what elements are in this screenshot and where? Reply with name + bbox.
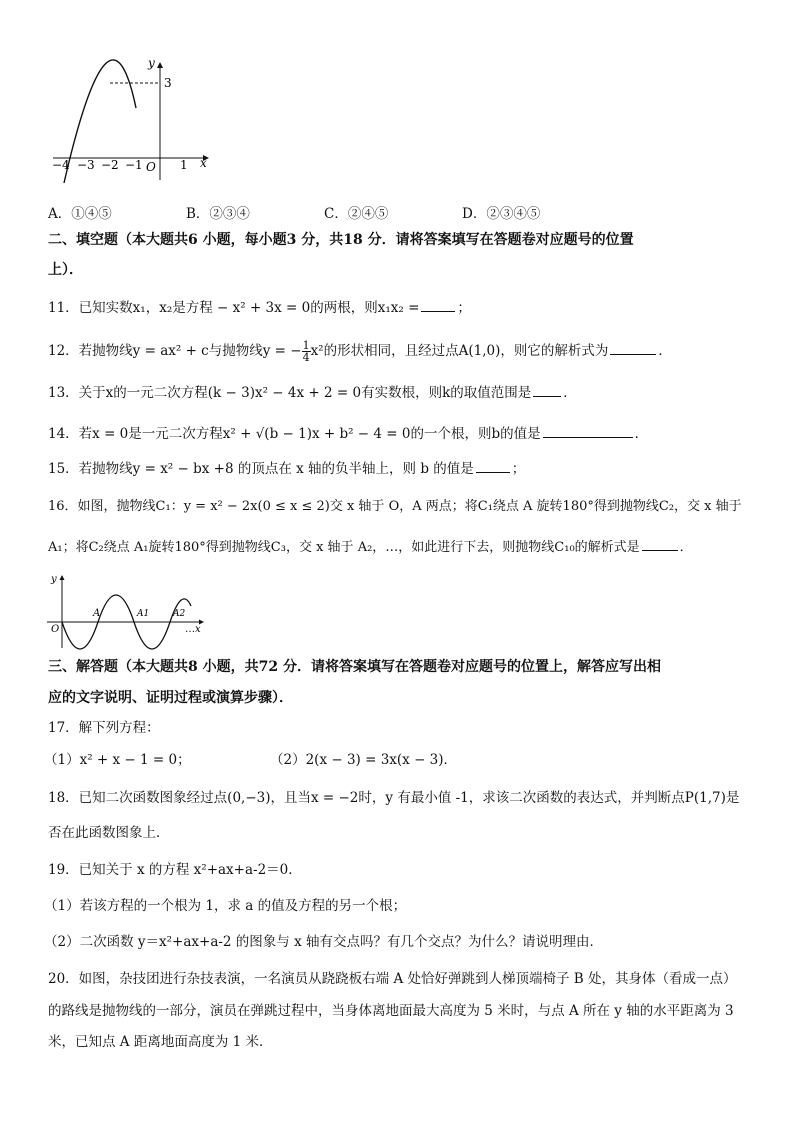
q12-fraction-den: 4 <box>302 351 310 364</box>
graph2-dots: … <box>185 624 195 635</box>
question-20-line-2: 的路线是抛物线的一部分，演员在弹跳过程中，当身体离地面最大高度为 5 米时，与点 A 所在 y 轴的水平距离为 3 <box>48 1003 734 1019</box>
section3-heading-2: 应的文字说明、证明过程或演算步骤）． <box>48 690 293 706</box>
tick-1: 1 <box>180 158 188 172</box>
q12-answer-blank[interactable] <box>610 341 656 355</box>
q11-end: ； <box>457 300 471 316</box>
section2-heading-2: 上）． <box>48 262 83 278</box>
q11-text: 11．已知实数x₁，x₂是方程 − x² + 3x = 0的两根，则x₁x₂ = <box>48 300 420 316</box>
question-14 <box>48 424 648 444</box>
q16-end: ． <box>679 540 693 555</box>
tick-neg3: −3 <box>77 158 95 172</box>
graph1-value-3: 3 <box>164 76 172 90</box>
option-c: C．②④⑤ <box>324 206 389 222</box>
question-17-title: 17．解下列方程： <box>48 720 160 736</box>
question-11 <box>48 298 471 318</box>
q12-post: x²的形状相同，且经过点A(1,0)，则它的解析式为 <box>310 343 609 359</box>
q11-answer-blank[interactable] <box>421 298 455 312</box>
question-20-line-1: 20．如图，杂技团进行杂技表演，一名演员从跷跷板右端 A 处恰好弹跳到人梯顶端椅子 B 处，其身体（看成一点） <box>48 971 737 987</box>
q16-line2-text: A₁；将C₂绕点 A₁旋转180°得到抛物线C₃，交 x 轴于 A₂，…，如此进行下去，则抛物线C₁₀的解析式是 <box>48 540 640 555</box>
question-18-line-1: 18．已知二次函数图象经过点(0,−3)，且当x = −2时，y 有最小值 -1，求该二次函数的表达式，并判断点P(1,7)是 <box>48 790 740 806</box>
q15-text: 15．若抛物线y = x² − bx +8 的顶点在 x 轴的负半轴上，则 b 的值是 <box>48 461 474 477</box>
section3-heading-1: 三、解答题（本大题共8 小题，共72 分．请将答案填写在答题卷对应题号的位置上，解答应写出相 <box>48 659 661 675</box>
question-17-part-1: （1）x² + x − 1 = 0； <box>44 752 191 768</box>
q15-end: ； <box>511 461 526 477</box>
q14-end: ． <box>634 426 649 442</box>
question-16-line-1: 16．如图，抛物线C₁：y = x² − 2x(0 ≤ x ≤ 2)交 x 轴于 O，A 两点；将C₁绕点 A 旋转180°得到抛物线C₂，交 x 轴于 <box>48 499 742 514</box>
tick-neg1: −1 <box>125 158 143 172</box>
graph2-a2-label: A2 <box>173 609 186 619</box>
parabola-graph <box>48 55 218 185</box>
tick-neg2: −2 <box>101 158 119 172</box>
question-12 <box>48 340 672 363</box>
q16-answer-blank[interactable] <box>642 537 678 551</box>
graph1-origin: O <box>146 160 156 174</box>
graph2-a1-label: A1 <box>137 609 150 619</box>
tick-neg4: −4 <box>52 158 70 172</box>
q14-answer-blank[interactable] <box>543 424 633 438</box>
question-19-part-1: （1）若该方程的一个根为 1，求 a 的值及方程的另一个根； <box>44 898 407 914</box>
q12-fraction <box>302 340 311 363</box>
option-a: A．①④⑤ <box>48 206 112 222</box>
section2-heading-1: 二、填空题（本大题共6 小题，每小题3 分，共18 分．请将答案填写在答题卷对应题号的位置 <box>48 232 634 248</box>
q12-fraction-num: 1 <box>302 339 310 352</box>
question-15 <box>48 459 525 479</box>
q15-answer-blank[interactable] <box>476 459 510 473</box>
question-19-part-2: （2）二次函数 y＝x²+ax+a-2 的图象与 x 轴有交点吗？有几个交点？为什么？请说明理由． <box>44 934 604 950</box>
graph2-x-label: x <box>195 624 201 635</box>
graph1-x-label: x <box>200 156 207 170</box>
q12-end: ． <box>658 343 672 359</box>
q12-pre: 12．若抛物线y = ax² + c与抛物线y = − <box>48 343 302 359</box>
graph1-y-label: y <box>148 56 155 70</box>
q13-end: ． <box>563 385 577 401</box>
option-d: D．②③④⑤ <box>462 206 541 222</box>
q13-answer-blank[interactable] <box>533 383 561 397</box>
question-19-title: 19．已知关于 x 的方程 x²+ax+a-2＝0． <box>48 862 302 878</box>
question-18-line-2: 否在此函数图象上． <box>48 825 170 841</box>
q14-text: 14．若x = 0是一元二次方程x² + √(b − 1)x + b² − 4 = 0的一个根，则b的值是 <box>48 426 541 442</box>
question-17-part-2: （2）2(x − 3) = 3x(x − 3)． <box>270 752 458 768</box>
graph2-y-label: y <box>51 574 57 585</box>
parabola-chain-graph <box>45 572 215 650</box>
question-16-line-2 <box>48 537 693 558</box>
option-b: B．②③④ <box>186 206 250 222</box>
question-20-line-3: 米，已知点 A 距离地面高度为 1 米． <box>48 1034 273 1050</box>
graph2-origin: O <box>51 624 60 635</box>
q13-text: 13．关于x的一元二次方程(k − 3)x² − 4x + 2 = 0有实数根，则k的取值范围是 <box>48 385 532 401</box>
question-13 <box>48 383 577 403</box>
graph2-a-label: A <box>93 608 101 619</box>
